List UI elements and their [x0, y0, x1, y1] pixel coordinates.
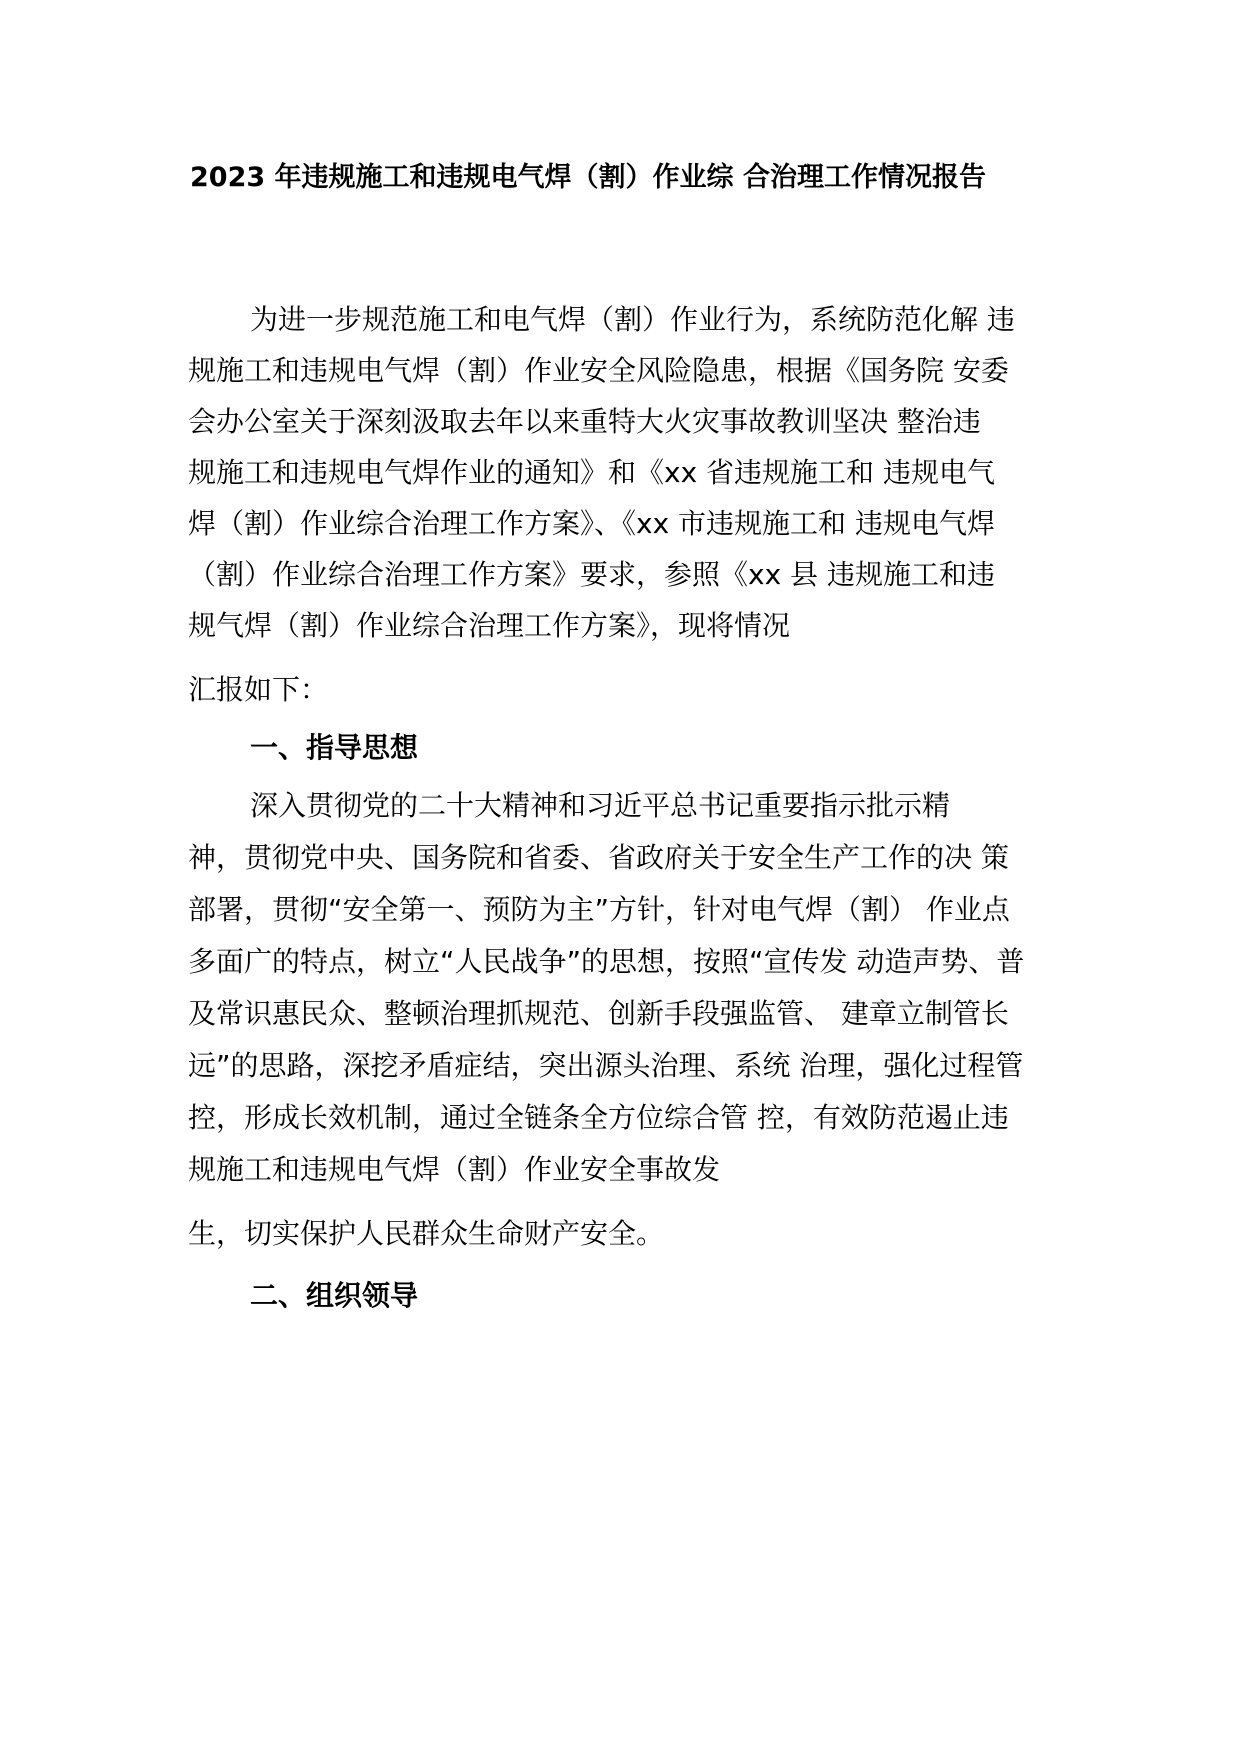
intro-line: 规施工和违规电气焊（割）作业安全风险隐患，根据《国务院 安委: [188, 354, 1009, 387]
intro-line: 汇报如下：: [188, 673, 329, 706]
intro-line: 焊（割）作业综合治理工作方案》、《xx 市违规施工和 违规电气焊: [188, 507, 995, 540]
section-heading: 一、指导思想: [250, 731, 419, 764]
section-line: 部署，贯彻“安全第一、预防为主”方针，针对电气焊（割） 作业点: [188, 893, 1010, 926]
intro-line: 会办公室关于深刻汲取去年以来重特大火灾事故教训坚决 整治违: [188, 405, 981, 438]
section-line: 及常识惠民众、整顿治理抓规范、创新手段强监管、 建章立制管长: [188, 997, 1009, 1030]
section-line: 多面广的特点，树立“人民战争”的思想，按照“宣传发 动造声势、普: [188, 945, 1025, 978]
section-line: 规施工和违规电气焊（割）作业安全事故发: [188, 1153, 721, 1186]
section-line: 控，形成长效机制，通过全链条全方位综合管 控，有效防范遏止违: [188, 1101, 1009, 1134]
intro-line: 为进一步规范施工和电气焊（割）作业行为，系统防范化解 违: [250, 303, 1015, 336]
section-line: 生，切实保护人民群众生命财产安全。: [188, 1217, 665, 1250]
section-line: 深入贯彻党的二十大精神和习近平总书记重要指示批示精: [250, 789, 951, 822]
section-line: 神，贯彻党中央、国务院和省委、省政府关于安全生产工作的决 策: [188, 841, 1009, 874]
section-heading: 二、组织领导: [250, 1279, 419, 1312]
document-title: 2023 年违规施工和违规电气焊（割）作业综 合治理工作情况报告: [190, 162, 986, 193]
section-line: 远”的思路，深挖矛盾症结，突出源头治理、系统 治理，强化过程管: [188, 1049, 1024, 1082]
intro-line: （割）作业综合治理工作方案》要求，参照《xx 县 违规施工和违: [188, 558, 995, 591]
intro-line: 规施工和违规电气焊作业的通知》和《xx 省违规施工和 违规电气: [188, 456, 995, 489]
intro-line: 规气焊（割）作业综合治理工作方案》，现将情况: [188, 609, 791, 642]
